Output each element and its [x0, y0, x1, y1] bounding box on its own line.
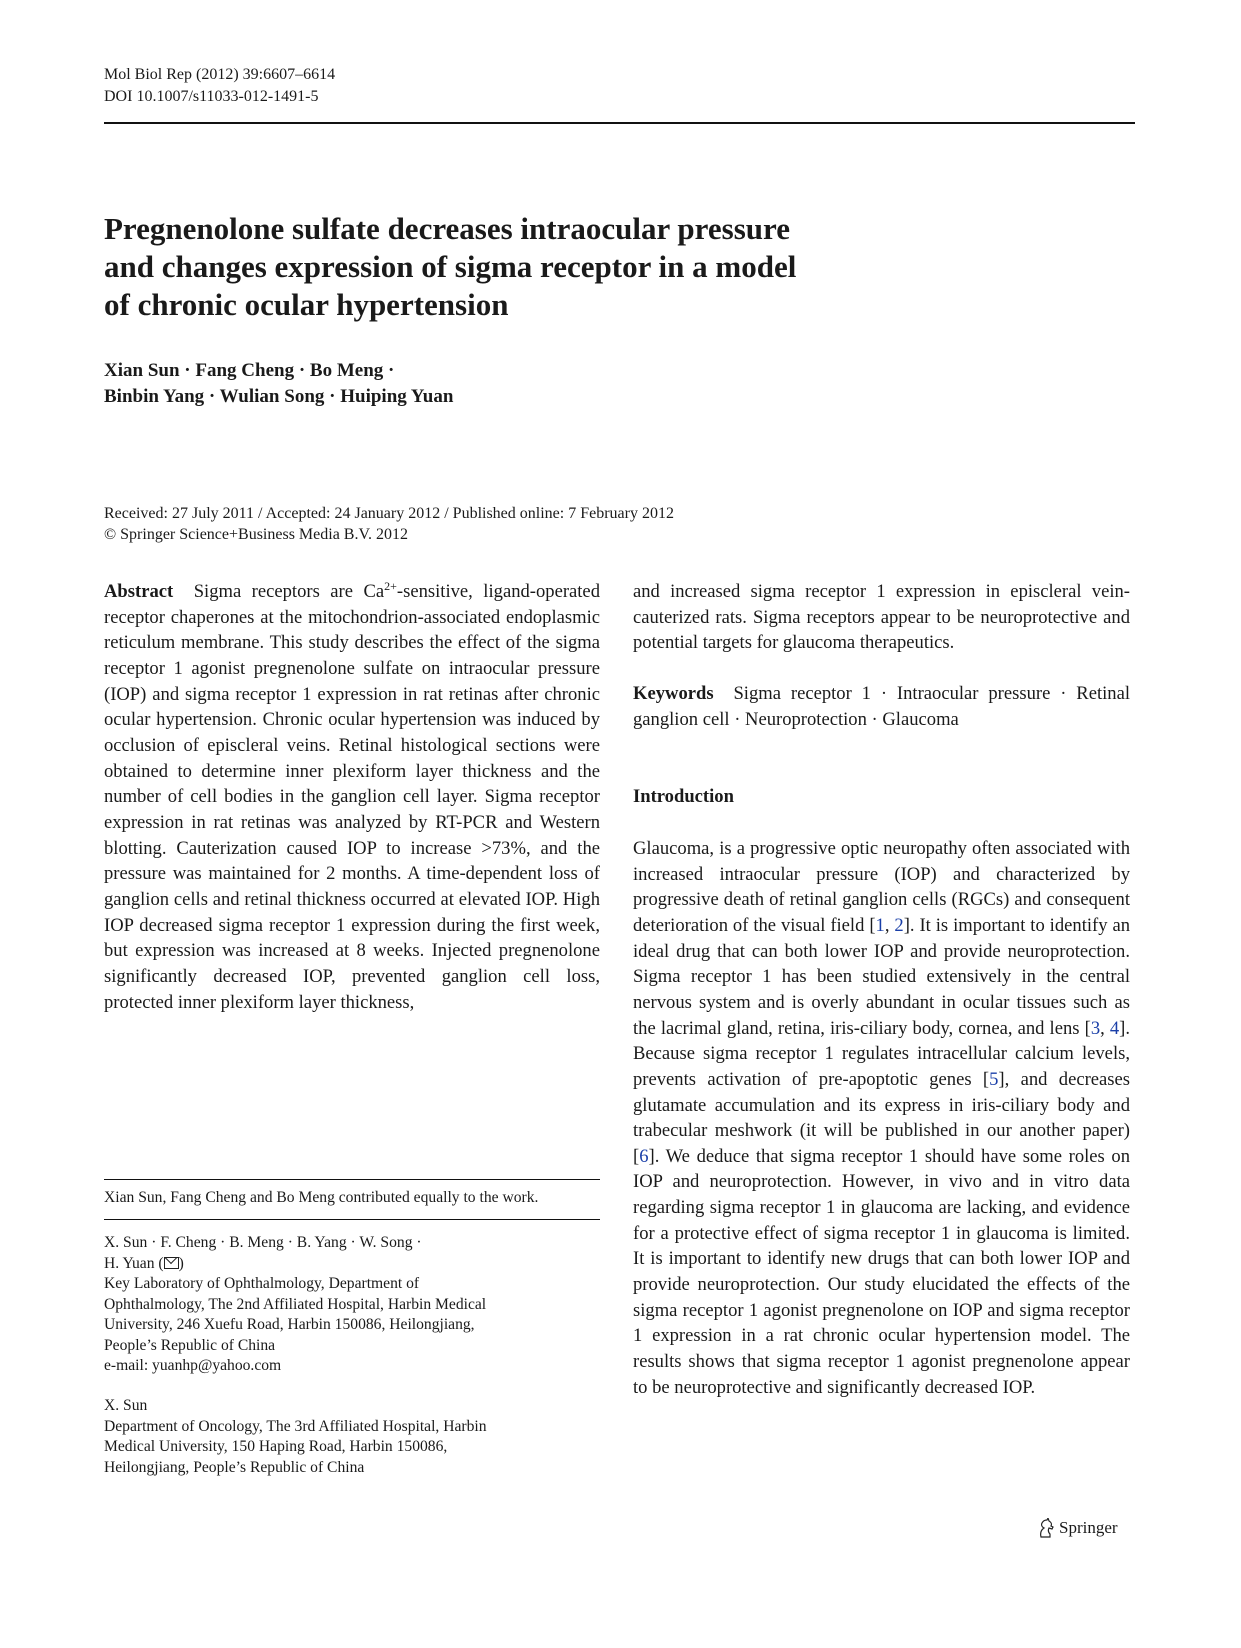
authors-line-2: Binbin Yang · Wulian Song · Huiping Yuan — [104, 386, 454, 407]
keywords-paragraph — [633, 681, 1130, 732]
copyright-line: © Springer Science+Business Media B.V. 2012 — [104, 526, 408, 543]
abstract-superscript: 2+ — [384, 578, 397, 593]
affiliation-block-2 — [104, 1396, 604, 1478]
citation-link[interactable]: 2 — [894, 914, 904, 936]
affiliation1-line-5: University, 246 Xuefu Road, Harbin 150086, Heilongjiang, — [104, 1316, 475, 1333]
citation-link[interactable]: 1 — [875, 914, 885, 936]
left-column — [104, 579, 600, 1015]
header-rule — [104, 122, 1135, 124]
affiliation1-line-6: People’s Republic of China — [104, 1336, 276, 1354]
affiliation-block-1 — [104, 1233, 604, 1377]
affiliation1-corresponding — [104, 1254, 604, 1275]
citation-separator: , — [884, 914, 895, 936]
citation-link[interactable]: 4 — [1109, 1017, 1120, 1039]
journal-reference — [104, 64, 335, 108]
affiliation1-line-4: Ophthalmology, The 2nd Affiliated Hospital, Harbin Medical — [104, 1295, 487, 1313]
citation-link[interactable]: 6 — [639, 1145, 649, 1167]
affiliation1-authors: X. Sun · F. Cheng · B. Meng · B. Yang · W. Song · — [104, 1234, 422, 1251]
doi: DOI 10.1007/s11033-012-1491-5 — [104, 88, 319, 105]
article-title — [104, 210, 904, 324]
journal-citation: Mol Biol Rep (2012) 39:6607–6614 — [104, 66, 336, 83]
footnote-rule — [104, 1179, 600, 1180]
affiliation1-email[interactable]: e-mail: yuanhp@yahoo.com — [104, 1357, 282, 1374]
dates-line: Received: 27 July 2011 / Accepted: 24 January 2012 / Published online: 7 February 2012 — [104, 505, 674, 522]
affiliation-rule — [104, 1219, 600, 1220]
title-line-3: of chronic ocular hypertension — [104, 287, 509, 322]
citation-link[interactable]: 5 — [989, 1068, 999, 1090]
authors-line-1: Xian Sun · Fang Cheng · Bo Meng · — [104, 360, 395, 381]
contribution-footnote: Xian Sun, Fang Cheng and Bo Meng contributed equally to the work. — [104, 1189, 539, 1206]
intro-text-3: ]. Because sigma receptor 1 regulates intracellular calcium levels, prevents activation of pre-apoptotic genes [ — [633, 1017, 1131, 1090]
intro-text-1: Glaucoma, is a progressive optic neuropathy often associated with increased intraocular pressure (IOP) and characterized by progressive death of retinal ganglion cells (RGCs) and consequent deterioration of the visual field [ — [633, 837, 1130, 936]
right-column — [633, 579, 1130, 1400]
article-history — [104, 503, 674, 545]
affiliation2-line-2: Department of Oncology, The 3rd Affiliated Hospital, Harbin — [104, 1417, 487, 1435]
affiliation2-author: X. Sun — [104, 1397, 148, 1414]
title-line-2: and changes expression of sigma receptor in a model — [104, 249, 797, 284]
affiliation1-line-3: Key Laboratory of Ophthalmology, Department of — [104, 1275, 420, 1292]
title-line-1: Pregnenolone sulfate decreases intraocular pressure — [104, 211, 790, 246]
intro-text-2: ]. It is important to identify an ideal drug that can both lower IOP and provide neuroprotection. Sigma receptor 1 has been studied extensively in the central nervous system and is overly abundant in ocular tissues such as the lacrimal gland, retina, iris-ciliary body, cornea, and lens [ — [633, 914, 1130, 1039]
abstract-continuation: and increased sigma receptor 1 expression in episcleral vein-cauterized rats. Sigma receptors appear to be neuroprotective and potential targets for glaucoma therapeutics. — [633, 581, 1130, 654]
introduction-heading: Introduction — [633, 786, 734, 808]
abstract-text-a: Sigma receptors are Ca — [193, 581, 385, 602]
corresponding-close: ) — [178, 1254, 184, 1272]
author-list — [104, 358, 453, 410]
abstract-paragraph — [104, 579, 600, 1015]
keywords-label: Keywords — [633, 682, 714, 704]
publisher-name: Springer — [1059, 1518, 1118, 1537]
intro-text-5: ]. We deduce that sigma receptor 1 should have some roles on IOP and neuroprotection. However, in vivo and in vitro data regarding sigma receptor 1 in glaucoma are lacking, and evidence for a protective effect of sigma receptor 1 in glaucoma is limited. It is important to identify new drugs that can both lower IOP and provide neuroprotection. Our study elucidated the effects of the sigma receptor 1 agonist pregnenolone on IOP and sigma receptor 1 expression in a rat chronic ocular hypertension model. The results shows that sigma receptor 1 agonist pregnenolone appear to be neuroprotective and significantly decreased IOP. — [633, 1145, 1130, 1398]
publisher-logo — [1037, 1517, 1118, 1539]
affiliation2-line-3: Medical University, 150 Haping Road, Harbin 150086, — [104, 1438, 448, 1455]
abstract-text-b: -sensitive, ligand-operated receptor chaperones at the mitochondrion-associated endoplasmic reticulum membrane. This study describes the effect of the sigma receptor 1 agonist pregnenolone sulfate on intraocular pressure (IOP) and sigma receptor 1 expression in rat retinas after chronic ocular hypertension. Chronic ocular hypertension was induced by occlusion of episcleral veins. Retinal histological sections were obtained to determine inner plexiform layer thickness and the number of cell bodies in the ganglion cell layer. Sigma receptor expression in rat retinas was analyzed by RT-PCR and Western blotting. Cauterization caused IOP to increase >73%, and the pressure was maintained for 2 months. A time-dependent loss of ganglion cells and retinal thickness occurred at elevated IOP. High IOP decreased sigma receptor 1 expression during the first week, but expression was increased at 8 weeks. Injected pregnenolone significantly decreased IOP, prevented ganglion cell loss, protected inner plexiform layer thickness, — [104, 581, 600, 1013]
citation-separator: , — [1100, 1017, 1110, 1039]
keywords-text: Sigma receptor 1 · Intraocular pressure · Retinal ganglion cell · Neuroprotection · Glaucoma — [633, 682, 1130, 730]
abstract-label: Abstract — [104, 581, 174, 602]
introduction-paragraph — [633, 836, 1130, 1400]
citation-link[interactable]: 3 — [1090, 1017, 1101, 1039]
affiliation2-line-4: Heilongjiang, People’s Republic of China — [104, 1458, 365, 1476]
intro-text-4: ], and decreases glutamate accumulation and its express in iris-ciliary body and trabecular meshwork (it will be published in our another paper) [ — [633, 1068, 1131, 1167]
envelope-icon — [164, 1257, 179, 1269]
springer-horse-icon — [1037, 1518, 1055, 1538]
corresponding-author-name: H. Yuan ( — [104, 1254, 164, 1272]
